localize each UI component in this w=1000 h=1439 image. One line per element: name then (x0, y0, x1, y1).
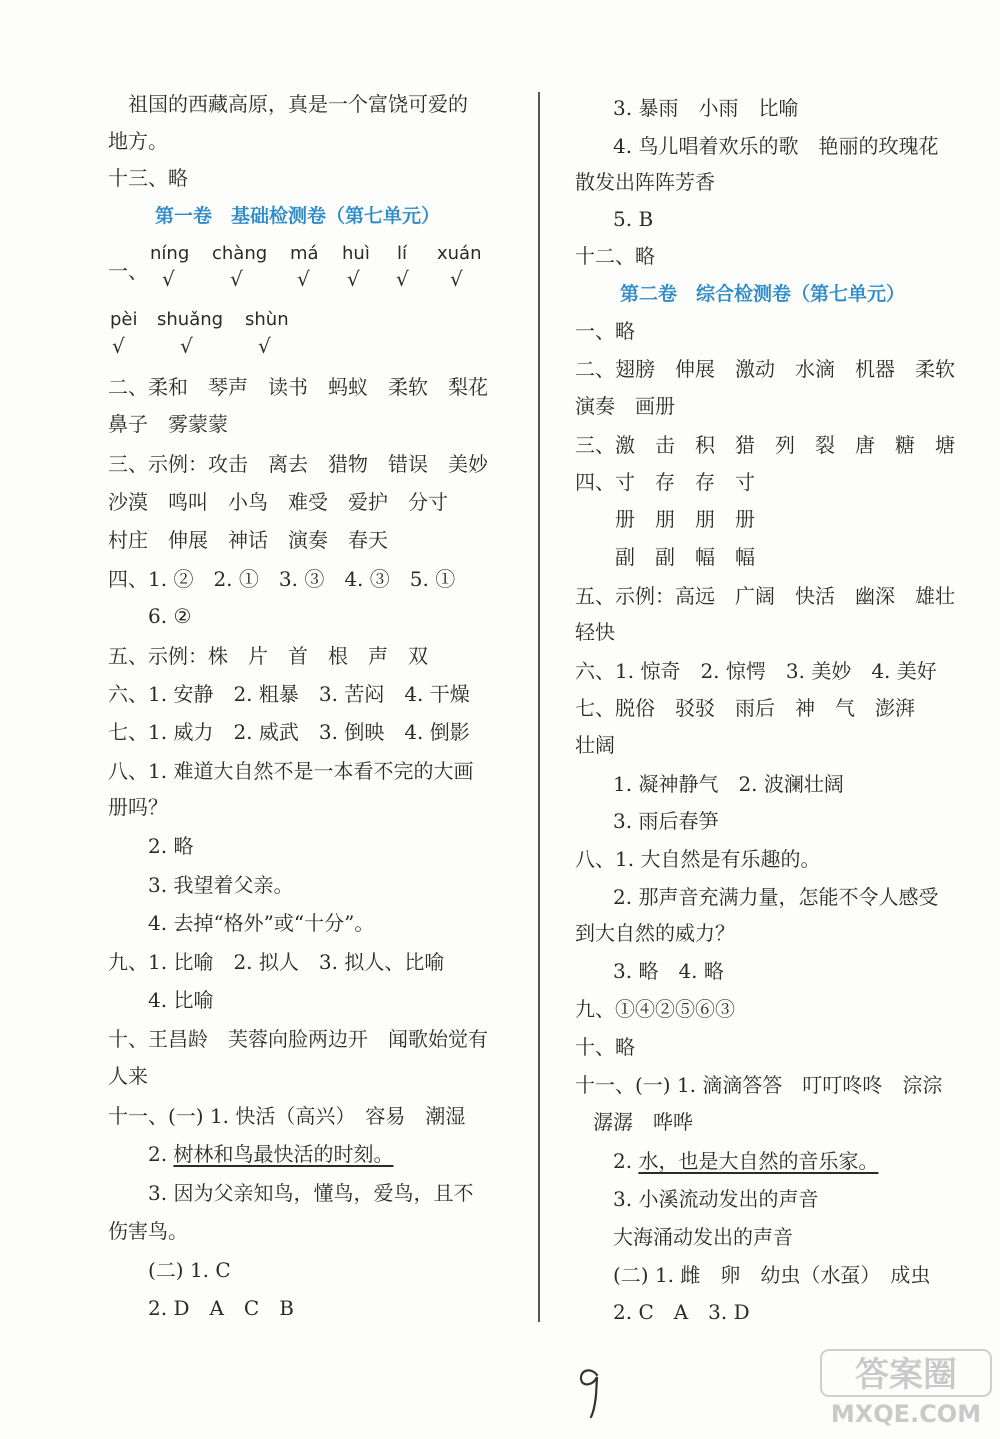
text-line: (二) 1. 雌 卵 幼虫（水虿） 成虫 (613, 1263, 931, 1287)
text-line: 2. 略 (148, 834, 194, 858)
text-line: 十、王昌龄 芙蓉向脸两边开 闻歌始觉有 (108, 1027, 488, 1051)
watermark-graphic (819, 1346, 994, 1431)
check-mark-icon: √ (258, 334, 271, 358)
text-line: 2. D A C B (148, 1296, 294, 1320)
text-line: 三、示例：攻击 离去 猎物 错误 美妙 (108, 452, 488, 476)
pinyin: lí (397, 243, 408, 264)
text-line: 副 副 幅 幅 (615, 545, 755, 569)
underlined-answer: 树林和鸟最快活的时刻。 (173, 1142, 394, 1166)
text-line: 七、1. 威力 2. 威武 3. 倒映 4. 倒影 (108, 720, 470, 744)
text-line: 到大自然的威力？ (575, 921, 735, 945)
text-line: 4. 鸟儿唱着欢乐的歌 艳丽的玫瑰花 (613, 134, 939, 158)
text-line: 散发出阵阵芳香 (575, 170, 715, 194)
text-line: 祖国的西藏高原，真是一个富饶可爱的 (108, 92, 468, 116)
question-label: 一、 (108, 259, 148, 283)
text-line: 六、1. 安静 2. 粗暴 3. 苦闷 4. 干燥 (108, 682, 470, 706)
text-line: 6. ② (148, 604, 192, 628)
text-line: 地方。 (108, 129, 168, 153)
pinyin: pèi (110, 309, 138, 330)
text-line: 十一、(一) 1. 滴滴答答 叮叮咚咚 淙淙 (575, 1073, 943, 1097)
pinyin: shùn (245, 309, 289, 330)
text-line: 四、寸 存 存 寸 (575, 470, 755, 494)
text-line (613, 1148, 878, 1174)
text-line: 4. 去掉“格外”或“十分”。 (148, 911, 375, 935)
text-line: 4. 比喻 (148, 988, 214, 1012)
check-mark-icon: √ (347, 267, 360, 291)
text-line: 一、略 (575, 319, 635, 343)
text-line: 2. 那声音充满力量，怎能不令人感受 (613, 885, 939, 909)
text-line: 五、示例：高远 广阔 快活 幽深 雄壮 (575, 584, 955, 608)
check-mark-icon: √ (180, 334, 193, 358)
text-line: 演奏 画册 (575, 394, 675, 418)
text-line: 十、略 (575, 1035, 635, 1059)
section-heading-vol2: 第二卷 综合检测卷（第七单元） (620, 283, 906, 305)
text-line: 九、1. 比喻 2. 拟人 3. 拟人、比喻 (108, 950, 445, 974)
underlined-answer: 水，也是大自然的音乐家。 (638, 1149, 879, 1173)
text-line: 3. 雨后春笋 (613, 809, 719, 833)
text-line: 八、1. 难道大自然不是一本看不完的大画 (108, 759, 474, 783)
watermark-url: MXQE.COM (830, 1400, 982, 1428)
text-line: 四、1. ② 2. ① 3. ③ 4. ③ 5. ① (108, 567, 456, 591)
check-mark-icon: √ (297, 267, 310, 291)
text-line: 3. 因为父亲知鸟，懂鸟，爱鸟，且不 (148, 1181, 474, 1205)
check-mark-icon: √ (162, 267, 175, 291)
text-line: 2. C A 3. D (613, 1300, 750, 1324)
text-line: 九、①④②⑤⑥③ (575, 997, 735, 1021)
check-mark-icon: √ (450, 267, 463, 291)
text-line: 伤害鸟。 (108, 1219, 188, 1243)
item-number: 2. (613, 1149, 639, 1173)
text-line: 村庄 伸展 神话 演奏 春天 (108, 528, 388, 552)
section-heading-vol1: 第一卷 基础检测卷（第七单元） (155, 205, 441, 227)
text-line: 十三、略 (108, 166, 188, 190)
text-line: 潺潺 哗哗 (593, 1110, 693, 1134)
text-line (148, 1141, 393, 1167)
check-mark-icon: √ (112, 334, 125, 358)
text-line: 沙漠 鸣叫 小鸟 难受 爱护 分寸 (108, 490, 448, 514)
text-line: 六、1. 惊奇 2. 惊愕 3. 美妙 4. 美好 (575, 659, 937, 683)
text-line: 壮阔 (575, 733, 615, 757)
text-line: 三、激 击 积 猎 列 裂 唐 糖 塘 (575, 433, 955, 457)
text-line: 3. 略 4. 略 (613, 959, 724, 983)
text-line: 七、脱俗 驳驳 雨后 神 气 澎湃 (575, 696, 915, 720)
text-line: 轻快 (575, 620, 615, 644)
pinyin: shuǎng (157, 309, 224, 330)
text-line: 3. 我望着父亲。 (148, 873, 294, 897)
text-line: 人来 (108, 1064, 148, 1088)
handwritten-page-number (575, 1365, 605, 1420)
check-mark-icon: √ (396, 267, 409, 291)
check-mark-icon: √ (230, 267, 243, 291)
text-line: 十二、略 (575, 244, 655, 268)
text-line: 二、翅膀 伸展 激动 水滴 机器 柔软 (575, 357, 955, 381)
pinyin: má (290, 243, 319, 264)
watermark-logo (819, 1346, 994, 1431)
text-line: (二) 1. C (148, 1258, 231, 1282)
text-line: 八、1. 大自然是有乐趣的。 (575, 847, 821, 871)
text-line: 五、示例：株 片 首 根 声 双 (108, 644, 428, 668)
text-line: 册 朋 朋 册 (615, 507, 755, 531)
text-line: 二、柔和 琴声 读书 蚂蚁 柔软 梨花 (108, 375, 488, 399)
pinyin: huì (342, 243, 370, 264)
text-line: 3. 暴雨 小雨 比喻 (613, 96, 799, 120)
pinyin: níng (150, 243, 190, 264)
text-line: 3. 小溪流动发出的声音 (613, 1187, 819, 1211)
text-line: 鼻子 雾蒙蒙 (108, 412, 228, 436)
pinyin: xuán (437, 243, 482, 264)
column-divider (538, 92, 540, 1322)
text-line: 十一、(一) 1. 快活（高兴） 容易 潮湿 (108, 1104, 466, 1128)
text-line: 5. B (613, 207, 654, 231)
text-line: 1. 凝神静气 2. 波澜壮阔 (613, 772, 844, 796)
item-number: 2. (148, 1142, 174, 1166)
pinyin: chàng (212, 243, 268, 264)
text-line: 大海涌动发出的声音 (613, 1225, 793, 1249)
text-line: 册吗？ (108, 795, 168, 819)
watermark-title: 答案圈 (855, 1355, 957, 1395)
